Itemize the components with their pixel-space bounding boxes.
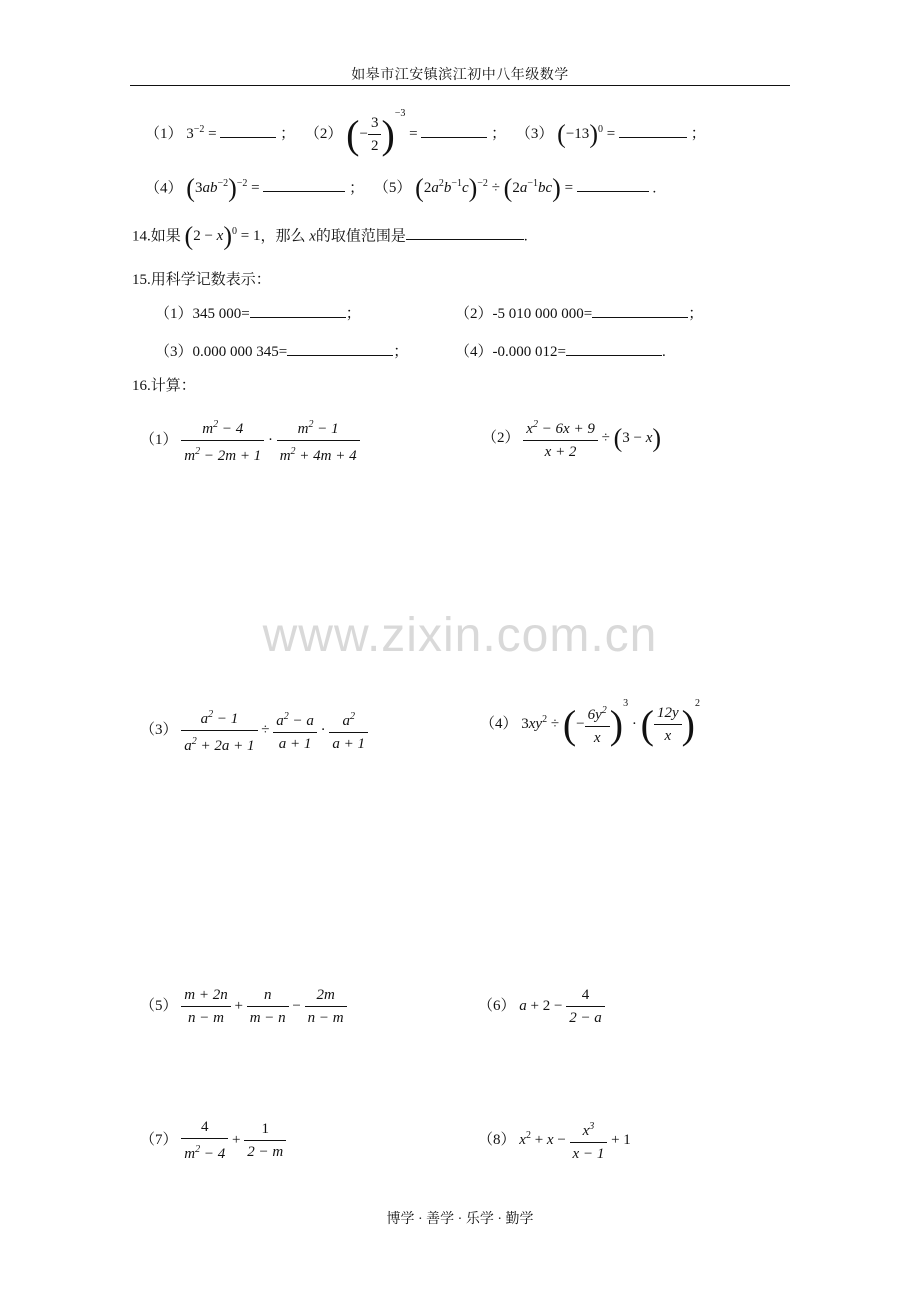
q13-row2: （4） $(3ab^{-2})^{-2}$ = ； （5） $(2a^2b^{-1}c)^{-2} \div (2a^{-1}bc)$ = .: [145, 174, 657, 203]
answer-blank[interactable]: [421, 123, 487, 138]
answer-blank[interactable]: [287, 341, 393, 356]
q16-p1-label: （1）: [140, 431, 178, 448]
header-rule: [130, 85, 790, 86]
q16-p8-label: （8）: [478, 1131, 516, 1148]
q15-title: 15.用科学记数表示：: [132, 272, 271, 288]
q13-p3-label: （3）: [515, 126, 554, 142]
q13-p5-label: （5）: [373, 180, 412, 197]
q16-p7: （7） $\frac{4}{m^2 - 4}$ + $\frac{1}{2 - m}$: [140, 1116, 286, 1165]
q13-p1-expr: $3^{-2}$ =: [186, 124, 221, 142]
q14-text3: 的取值范围是: [315, 228, 406, 245]
q16-p6: （6） a + 2 − $\frac{4}{2 - a}$: [478, 984, 605, 1029]
q16-p5: （5） $\frac{m + 2n}{n - m}$ + $\frac{n}{m - n}$ − $\frac{2m}{n - m}$: [140, 984, 347, 1029]
q13-p1-label: （1）: [145, 126, 183, 142]
q15-item3: （3）0.000 000 345= ；: [155, 340, 408, 361]
watermark: www.zixin.com.cn: [262, 609, 658, 662]
q16-p7-label: （7）: [140, 1131, 178, 1148]
answer-blank[interactable]: [250, 303, 346, 318]
q16-p5-label: （5）: [140, 997, 178, 1014]
page-header: 如皋市江安镇滨江初中八年级数学: [351, 68, 569, 83]
q14-text2: ，那么: [260, 228, 306, 245]
page-footer: 博学 · 善学 · 乐学 · 勤学: [386, 1212, 534, 1227]
q14: 14.如果 $(2 - x)^0 = 1$，那么 x的取值范围是 .: [132, 222, 528, 251]
q16-p8: （8） $x^2 + x$ − $\frac{x^3}{x - 1}$ + 1: [478, 1116, 631, 1165]
answer-blank[interactable]: [406, 225, 524, 240]
q15-item2: （2）-5 010 000 000= ；: [455, 302, 703, 323]
answer-blank[interactable]: [592, 303, 688, 318]
q16-p2: （2） $\frac{x^2 - 6x + 9}{x + 2}$ ÷ (3 − x): [482, 414, 661, 463]
q16-p1: （1） $\frac{m^2 - 4}{m^2 - 2m + 1}$ · $\frac{m^2 - 1}{m^2 + 4m + 4}$: [140, 414, 360, 467]
answer-blank[interactable]: [619, 123, 687, 138]
q16-p3-label: （3）: [140, 721, 178, 738]
q13-p2-label: （2）: [304, 126, 343, 142]
q13-p2-expr: (− $\frac{3}{2}$ )$^{-3}$ =: [346, 108, 422, 158]
q16-p6-label: （6）: [478, 997, 516, 1014]
q16-p4: （4） $3xy^2$ ÷ (− $\frac{6y^2}{x}$ )$^3$ · ( $\frac{12y}{x}$ )$^2$: [480, 698, 700, 748]
answer-blank[interactable]: [263, 177, 345, 192]
q13-row1: （1） $3^{-2}$ = ； （2） (− $\frac{3}{2}$ )$^{-3}$ = ； （3） $(-13)^0$ = ；: [145, 108, 706, 158]
q14-text1: 如果: [150, 228, 181, 245]
q13-p4-label: （4）: [145, 180, 183, 197]
q13-p4-expr: $(3ab^{-2})^{-2}$ =: [186, 174, 264, 203]
q16-p3: （3） $\frac{a^2 - 1}{a^2 + 2a + 1}$ ÷ $\frac{a^2 - a}{a + 1}$ · $\frac{a^2}{a + 1}$: [140, 704, 368, 757]
q15-item1: （1）345 000= ；: [155, 302, 361, 323]
answer-blank[interactable]: [577, 177, 649, 192]
q13-p5-expr: $(2a^2b^{-1}c)^{-2} \div (2a^{-1}bc)$ =: [415, 174, 577, 203]
q14-var: x: [309, 228, 316, 245]
q13-p3-expr: $(-13)^0$ =: [557, 119, 619, 149]
q16-p4-label: （4）: [480, 716, 518, 732]
q16-p2-label: （2）: [482, 429, 520, 446]
q16-title: 16.计算：: [132, 378, 196, 394]
answer-blank[interactable]: [220, 123, 276, 138]
q14-expr: $(2 - x)^0 = 1$: [184, 222, 261, 251]
q14-number: 14.: [132, 228, 151, 245]
answer-blank[interactable]: [566, 341, 662, 356]
q15-item4: （4）-0.000 012= .: [455, 340, 666, 361]
